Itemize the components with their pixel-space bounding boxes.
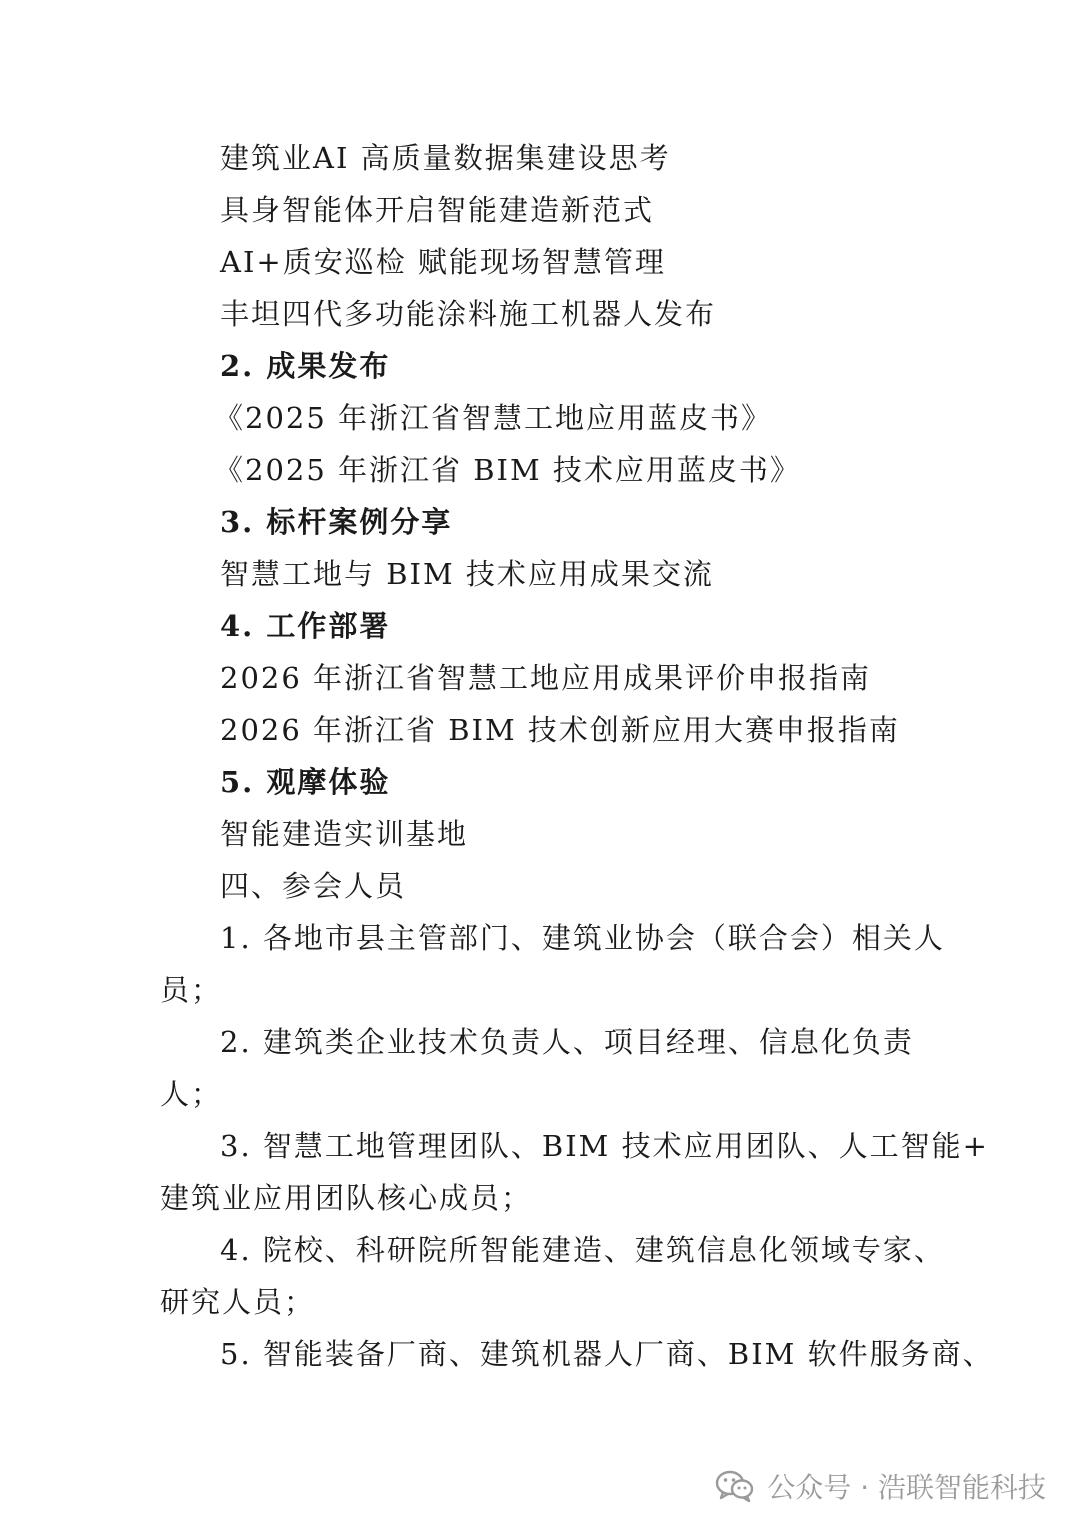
section-heading: 2. 成果发布	[220, 349, 391, 383]
text-line: 建筑业应用团队核心成员；	[160, 1181, 533, 1215]
text-line: 3. 智慧工地管理团队、BIM 技术应用团队、人工智能+	[220, 1129, 989, 1163]
text-line: 《2025 年浙江省 BIM 技术应用蓝皮书》	[214, 453, 801, 487]
text-line: 1. 各地市县主管部门、建筑业协会（联合会）相关人	[220, 921, 945, 955]
text-line: 研究人员；	[160, 1285, 316, 1319]
section-heading: 3. 标杆案例分享	[220, 505, 453, 539]
text-line: 《2025 年浙江省智慧工地应用蓝皮书》	[214, 401, 773, 435]
watermark	[715, 1464, 1046, 1508]
section-heading: 4. 工作部署	[220, 609, 391, 643]
section-heading: 四、参会人员	[220, 869, 407, 903]
wechat-icon	[715, 1469, 755, 1503]
section-heading: 5. 观摩体验	[220, 765, 391, 799]
text-line: 2. 建筑类企业技术负责人、项目经理、信息化负责	[220, 1025, 914, 1059]
text-line: 员；	[160, 973, 223, 1007]
text-line: 建筑业AI 高质量数据集建设思考	[220, 141, 671, 175]
text-line: 丰坦四代多功能涂料施工机器人发布	[220, 297, 717, 331]
text-line: AI+质安巡检 赋能现场智慧管理	[220, 245, 666, 279]
text-line: 2026 年浙江省智慧工地应用成果评价申报指南	[220, 661, 872, 695]
text-line: 智慧工地与 BIM 技术应用成果交流	[220, 557, 714, 591]
watermark-text: 公众号 · 浩联智能科技	[767, 1471, 1046, 1504]
text-line: 智能建造实训基地	[220, 817, 469, 851]
text-line: 具身智能体开启智能建造新范式	[220, 193, 655, 227]
text-line: 5. 智能装备厂商、建筑机器人厂商、BIM 软件服务商、	[220, 1337, 994, 1371]
text-line: 4. 院校、科研院所智能建造、建筑信息化领域专家、	[220, 1233, 945, 1267]
text-line: 人；	[160, 1077, 223, 1111]
text-line: 2026 年浙江省 BIM 技术创新应用大赛申报指南	[220, 713, 900, 747]
